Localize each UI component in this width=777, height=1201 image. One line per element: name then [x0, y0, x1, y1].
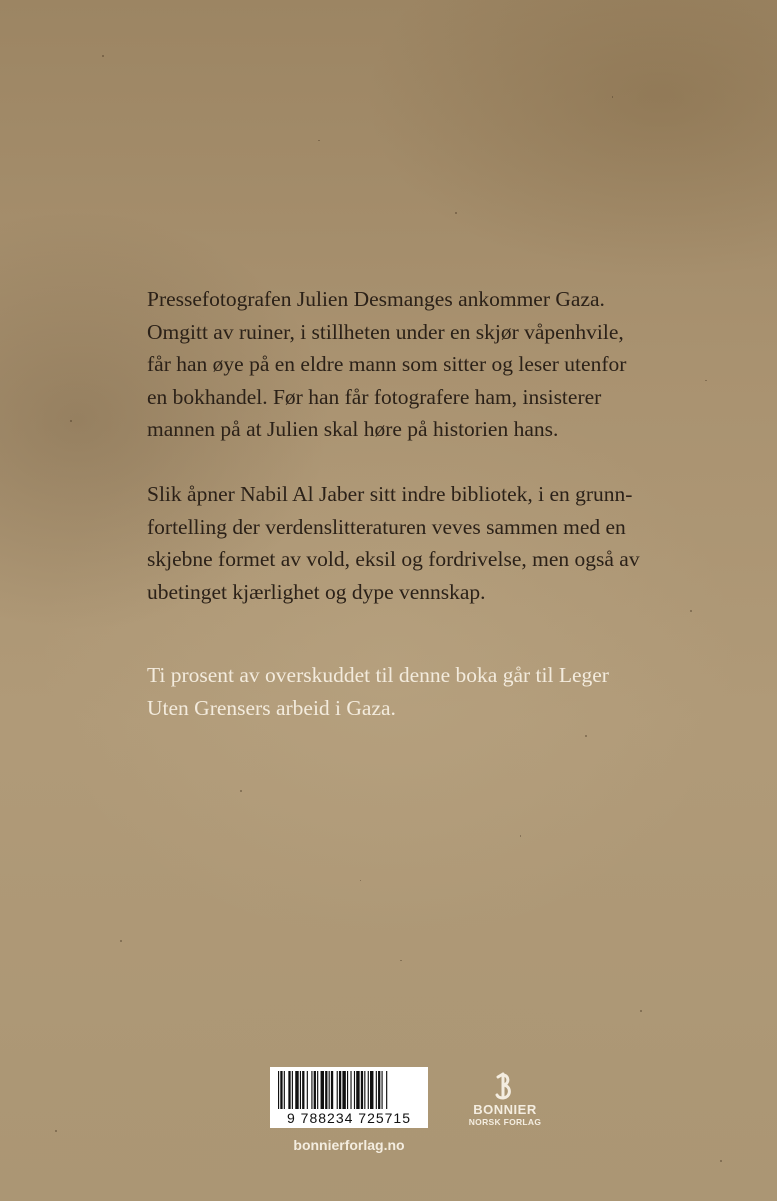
publisher-name: BONNIER — [473, 1102, 537, 1117]
charity-note: Ti prosent av overskuddet til denne boka går til Leger Uten Grensers arbeid i Gaza. — [147, 663, 609, 720]
blurb-paragraph-1: Pressefotografen Julien Desmanges ankommer Gaza. Omgitt av ruiner, i stillheten under en skjør våpenhvile, får han øye på en eldre mann som sitter og leser utenfor en bokhandel. Før han får fotografere ham, insisterer mannen på at Julien skal høre på historien hans. — [147, 287, 627, 441]
barcode-bars — [278, 1071, 420, 1109]
publisher-subtitle: NORSK FORLAG — [468, 1117, 542, 1127]
publisher-logo-block — [465, 1072, 545, 1127]
blurb-paragraph-2: Slik åpner Nabil Al Jaber sitt indre bibliotek, i en grunn- fortelling der verdenslitteraturen veves sammen med en skjebne formet av vold, eksil og fordrivelse, men også av ubetinget kjærlighet og dype vennskap. — [147, 482, 640, 604]
bonnier-b-logo-icon — [494, 1072, 516, 1100]
isbn-barcode — [270, 1067, 428, 1128]
isbn-number: 9 788234 725715 — [287, 1110, 411, 1126]
publisher-website: bonnierforlag.no — [293, 1137, 405, 1153]
